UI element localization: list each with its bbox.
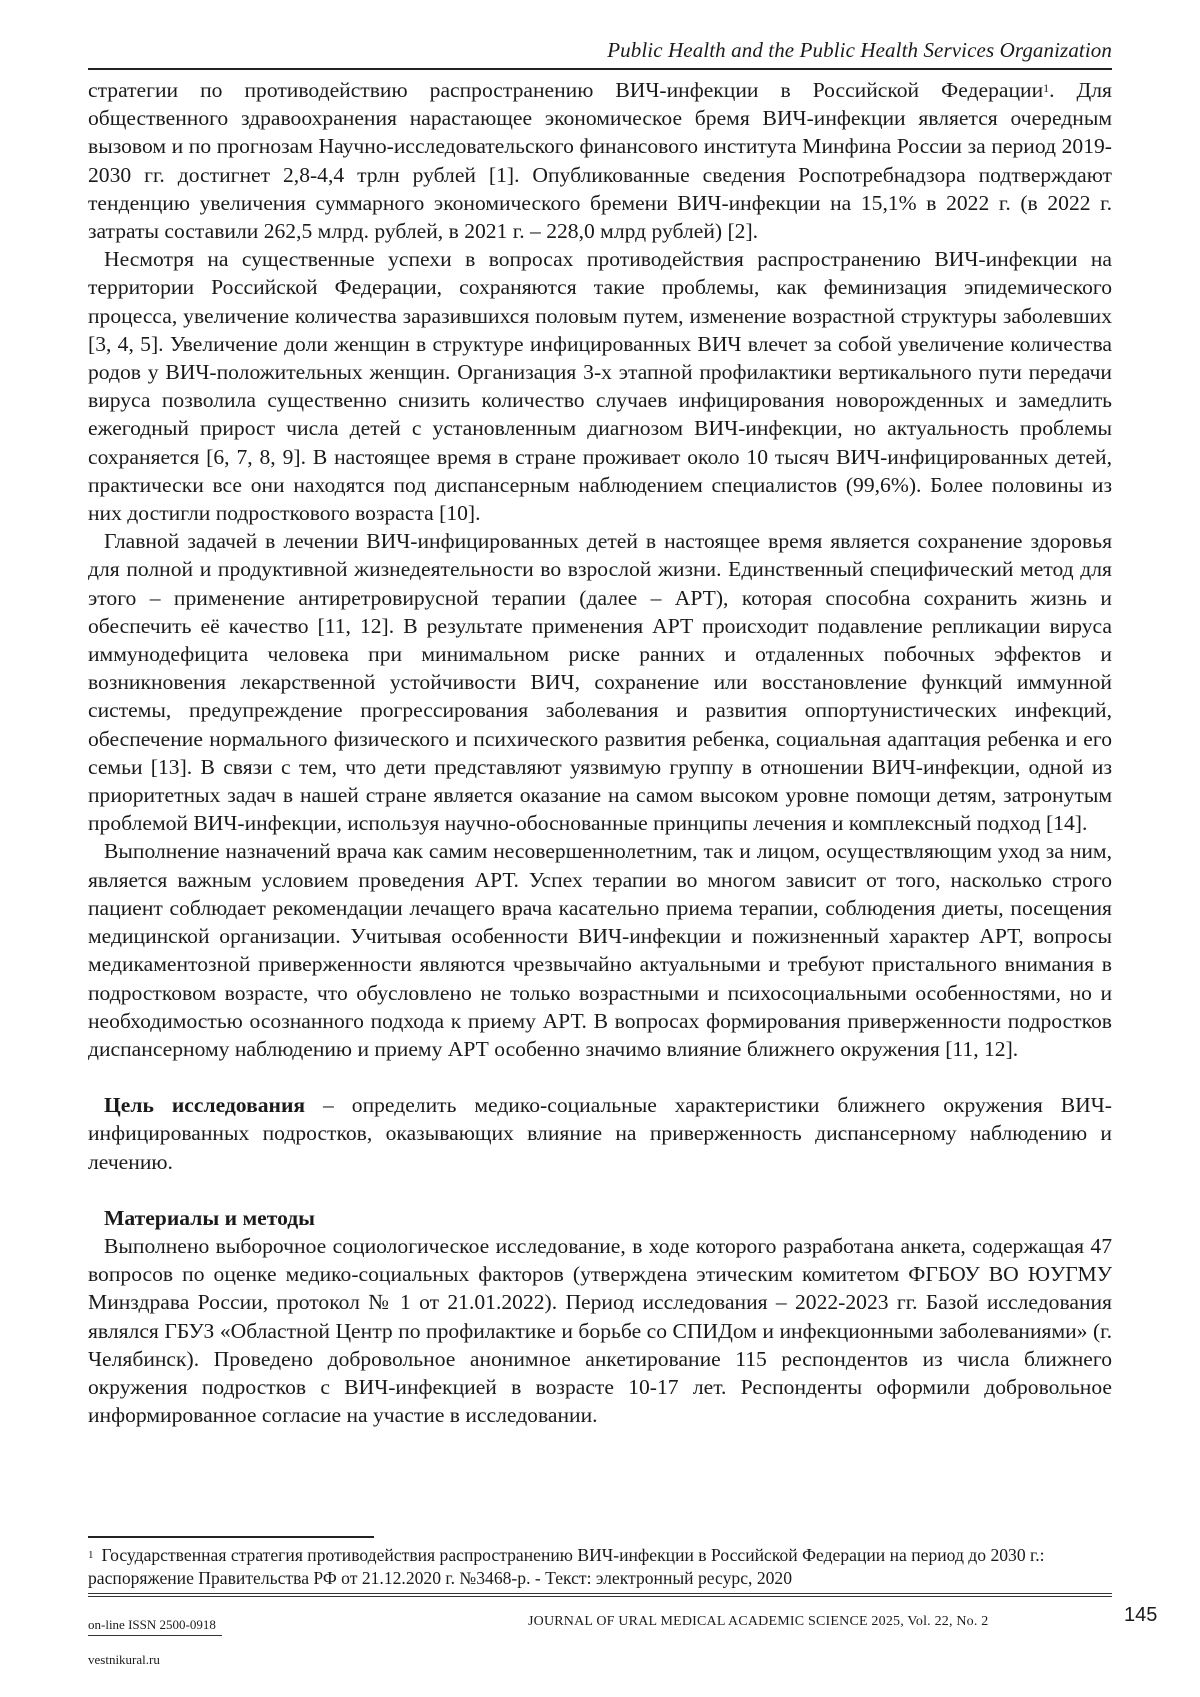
paragraph-adherence: Выполнение назначений врача как самим несовершеннолетним, так и лицом, осуществляющим уход за ним, является важным условием проведения АРТ. Успех терапии во многом зависит от того, насколько строго пациент соблюдает рекомендации лечащего врача касательно приема терапии, соблюдения диеты, посещения медицинской организации. Учитывая особенности ВИЧ-инфекции и пожизненный характер АРТ, вопросы медикаментозной приверженности являются чрезвычайно актуальными и требуют пристального внимания в подростковом возрасте, что обусловлено не только возрастными и психосоциальными особенностями, но и необходимостью осознанного подхода к приему АРТ. В вопросах формирования приверженности подростков диспансерному наблюдению и приему АРТ особенно значимо влияние ближнего окружения [11, 12]. [88, 839, 1112, 1061]
header-rule [88, 68, 1112, 70]
paragraph-methods: Выполнено выборочное социологическое исследование, в ходе которого разработана анкета, содержащая 47 вопросов по оценке медико-социальных факторов (утверждена этическим комитетом ФГБОУ ВО ЮУГМУ Минздрава России, протокол № 1 от 21.01.2022). Период исследования – 2022-2023 гг. Базой исследования являлся ГБУЗ «Областной Центр по профилактике и борьбе со СПИДом и инфекционными заболеваниями» (г. Челябинск). Проведено добровольное анонимное анкетирование 115 респондентов из числа ближнего окружения подростков с ВИЧ-инфекцией в возрасте 10-17 лет. Респонденты оформили добровольное информированное согласие на участие в исследовании. [88, 1233, 1112, 1428]
issn-underline [88, 1635, 222, 1636]
p1-rest-text: . Для общественного здравоохранения нарастающее экономическое бремя ВИЧ-инфекции является очередным вызовом и по прогнозам Научно-исследовательского финансового института Минфина России за период 2019-2030 гг. достигнет 2,8-4,4 трлн рублей [1]. Опубликованные сведения Роспотребнадзора подтверждают тенденцию увеличения суммарного экономического бремени ВИЧ-инфекции на 15,1% в 2022 г. (в 2022 г. затраты составили 262,5 млрд. рублей, в 2021 г. – 228,0 млрд рублей) [2]. [88, 78, 1112, 244]
journal-citation: JOURNAL OF URAL MEDICAL ACADEMIC SCIENCE 2025, Vol. 22, No. 2 [528, 1614, 989, 1629]
running-header: Public Health and the Public Health Services Organization [607, 38, 1112, 62]
footnote-rule [88, 1536, 374, 1538]
footer-rule [88, 1593, 1112, 1594]
article-body [88, 76, 1112, 1429]
methods-heading: Материалы и методы [104, 1205, 316, 1230]
p1-main-text: стратегии по противодействию распространению ВИЧ-инфекции в Российской Федерации [88, 78, 1044, 102]
issn: on-line ISSN 2500-0918 [88, 1617, 216, 1632]
page-number: 145 [1124, 1604, 1158, 1626]
website-link[interactable]: vestnikural.ru [88, 1652, 160, 1667]
aim-text: – определить медико-социальные характеристики ближнего окружения ВИЧ-инфицированных подростков, оказывающих влияние на приверженность диспансерному наблюдению и лечению. [88, 1093, 1112, 1174]
footnote [88, 1544, 1112, 1590]
footnote-text: Государственная стратегия противодействия распространению ВИЧ-инфекции в Российской Федерации на период до 2030 г.: распоряжение Правительства РФ от 21.12.2020 г. №3468-р. - Текст: электронный ресурс, 2020 [88, 1545, 1045, 1588]
paragraph-study-aim [88, 1091, 1112, 1176]
paragraph-hiv-problems: Несмотря на существенные успехи в вопросах противодействия распространению ВИЧ-инфекции на территории Российской Федерации, сохраняются такие проблемы, как феминизация эпидемического процесса, увеличение количества заразившихся половым путем, изменение возрастной структуры заболевших [3, 4, 5]. Увеличение доли женщин в структуре инфицированных ВИЧ влечет за собой увеличение количества родов у ВИЧ-положительных женщин. Организация 3-х этапной профилактики вертикального пути передачи вируса позволила существенно снизить количество случаев инфицирования новорожденных и замедлить ежегодный прирост числа детей с установленным диагнозом ВИЧ-инфекции, но актуальность проблемы сохраняется [6, 7, 8, 9]. В настоящее время в стране проживает около 10 тысяч ВИЧ-инфицированных детей, практически все они находятся под диспансерным наблюдением специалистов (99,6%). Более половины из них достигли подросткового возраста [10]. [88, 247, 1112, 526]
footnote-mark: 1 [88, 1549, 94, 1561]
paragraph-intro-continuation [88, 76, 1112, 245]
footer-rule-double [88, 1596, 1112, 1597]
footnote-reference[interactable]: 1 [1043, 81, 1050, 95]
aim-label: Цель исследования [104, 1093, 306, 1118]
paragraph-treatment-goal: Главной задачей в лечении ВИЧ-инфицированных детей в настоящее время является сохранение здоровья для полной и продуктивной жизнедеятельности во взрослой жизни. Единственный специфический метод для этого – применение антиретровирусной терапии (далее – АРТ), которая способна сохранить жизнь и обеспечить её качество [11, 12]. В результате применения АРТ происходит подавление репликации вируса иммунодефицита человека при минимальном риске ранних и отдаленных побочных эффектов и возникновения лекарственной устойчивости ВИЧ, сохранение или восстановление функций иммунной системы, предупреждение прогрессирования заболевания и развития оппортунистических инфекций, обеспечение нормального физического и психического развития ребенка, социальная адаптация ребенка и его семьи [13]. В связи с тем, что дети представляют уязвимую группу в отношении ВИЧ-инфекции, одной из приоритетных задач в нашей стране является оказание на самом высоком уровне помощи детям, затронутым проблемой ВИЧ-инфекции, используя научно-обоснованные принципы лечения и комплексный подход [14]. [88, 529, 1112, 836]
